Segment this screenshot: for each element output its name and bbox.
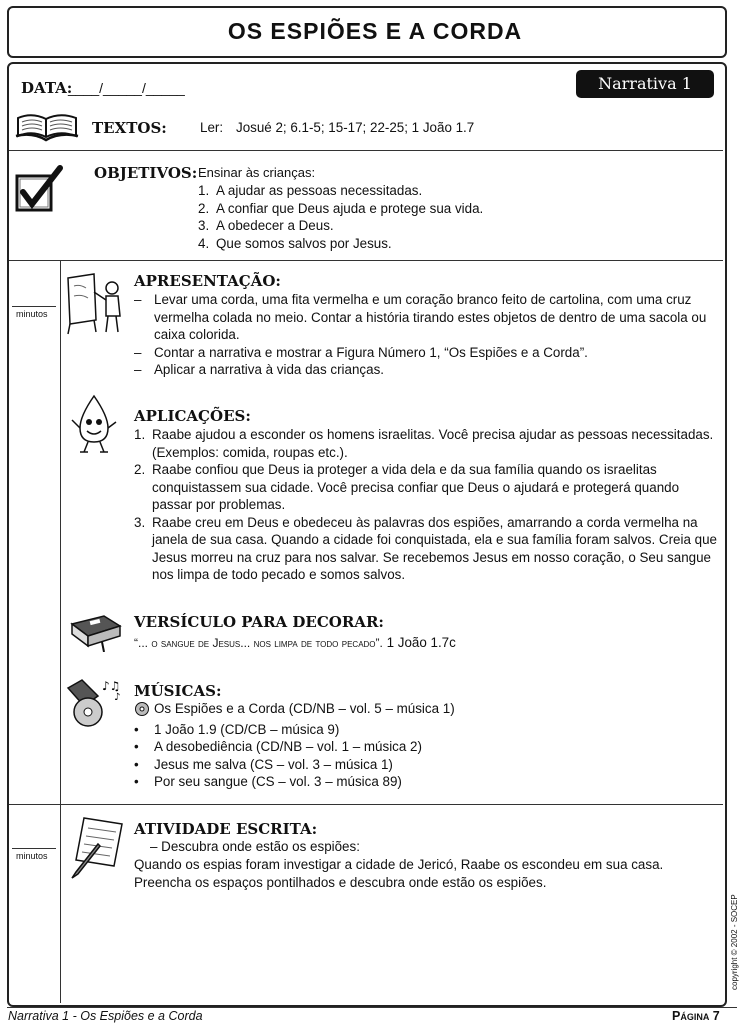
bible-icon [68, 612, 124, 657]
texts-label: TEXTOS: [92, 119, 167, 137]
written-line-3: Preencha os espaços pontilhados e descubra onde estão os espiões. [134, 875, 547, 890]
written-line-1: – Descubra onde estão os espiões: [150, 839, 360, 854]
objective-item: 3. A obedecer a Deus. [198, 218, 334, 233]
music-cd-icon [64, 676, 132, 735]
date-field[interactable]: ____/_____/_____ [68, 80, 185, 96]
bullet-icon: • [134, 774, 139, 789]
objectives-list [198, 182, 558, 252]
bullet-icon: • [134, 756, 139, 772]
presentation-list [134, 291, 718, 379]
verse-heading: VERSÍCULO PARA DECORAR: [134, 613, 384, 631]
margin-divider [60, 261, 61, 1003]
music-item: • A desobediência (CD/NB – vol. 1 – música 2) [134, 739, 422, 754]
teacher-board-icon [64, 270, 128, 341]
svg-text:♪: ♪ [114, 692, 121, 703]
objective-item: 4. Que somos salvos por Jesus. [198, 235, 392, 251]
footer-divider [7, 1007, 737, 1008]
page-title: OS ESPIÕES E A CORDA [227, 18, 523, 44]
footer-left: Narrativa 1 - Os Espiões e a Corda [8, 1009, 203, 1023]
narrative-badge: Narrativa 1 [576, 70, 714, 98]
objective-item: 2. A confiar que Deus ajuda e protege sua vida. [198, 200, 484, 216]
presentation-heading: APRESENTAÇÃO: [134, 272, 281, 290]
cd-icon [134, 700, 154, 721]
bullet-icon: • [134, 739, 139, 754]
objectives-label: OBJETIVOS: [94, 164, 198, 182]
verse-reference: 1 João 1.7c [386, 635, 456, 650]
verse-line [134, 634, 456, 653]
minutes-line [12, 306, 56, 307]
bullet-icon: • [134, 721, 139, 737]
texts-refs: Josué 2; 6.1-5; 15-17; 22-25; 1 João 1.7 [236, 120, 475, 135]
written-heading: ATIVIDADE ESCRITA: [134, 820, 318, 838]
book-icon [14, 110, 80, 147]
divider [9, 150, 723, 151]
svg-text:♪♫: ♪♫ [102, 679, 121, 693]
music-heading: MÚSICAS: [134, 682, 222, 700]
checkbox-icon [14, 164, 66, 221]
paper-pencil-icon [68, 814, 126, 885]
application-item: 1. Raabe ajudou a esconder os homens israelitas. Você precisa ajudar as pessoas necessitadas. (Exemplos: comida, roupas etc.). [134, 427, 714, 460]
divider [9, 260, 723, 261]
texts-read-label: Ler: [200, 120, 224, 135]
music-item: • Por seu sangue (CS – vol. 3 – música 89) [134, 774, 402, 789]
music-item: Os Espiões e a Corda (CD/NB – vol. 5 – música 1) [134, 700, 554, 721]
application-item: 3. Raabe creu em Deus e obedeceu às palavras dos espiões, amarrando a corda vermelha na janela de sua casa. Quando a cidade foi conquistada, ela e sua família foram salvos. Creia que Jesus morreu na cruz para nos salvar. Se recebemos Jesus em nosso coração, o Seu sangue nos limpa de todo pecado e somos salvos. [134, 514, 717, 582]
written-line-2: Quando os espias foram investigar a cidade de Jericó, Raabe os escondeu em sua casa. [134, 857, 664, 872]
minutes-label: minutos [16, 309, 48, 319]
page-number: Página 7 [672, 1009, 720, 1023]
minutes-line [12, 848, 56, 849]
music-item: • Jesus me salva (CS – vol. 3 – música 1) [134, 756, 393, 772]
verse-quote: “... o sangue de Jesus... nos limpa de todo pecado”. [134, 636, 383, 650]
music-item: • 1 João 1.9 (CD/CB – música 9) [134, 721, 340, 737]
copyright-text: copyright © 2002 - SOCEP [730, 894, 739, 990]
applications-list [134, 426, 718, 584]
objective-item: 1. A ajudar as pessoas necessitadas. [198, 183, 423, 198]
minutes-label: minutos [16, 851, 48, 861]
divider [9, 804, 723, 805]
objectives-intro: Ensinar às crianças: [198, 165, 316, 180]
presentation-item: – Levar uma corda, uma fita vermelha e um coração branco feito de cartolina, com uma cruz vermelha colada no meio. Contar a história tirando estes objetos de dentro de uma sacola ou caixa colorida. [134, 292, 707, 342]
applications-heading: APLICAÇÕES: [134, 407, 251, 425]
music-list [134, 700, 554, 791]
presentation-item: – Aplicar a narrativa à vida das crianças. [134, 362, 384, 377]
drop-character-icon [68, 394, 120, 461]
date-label: DATA: [21, 79, 73, 97]
presentation-item: – Contar a narrativa e mostrar a Figura Número 1, “Os Espiões e a Corda”. [134, 344, 588, 360]
application-item: 2. Raabe confiou que Deus ia proteger a vida dela e da sua família quando os israelitas conquistassem sua cidade. Você precisa confiar que Deus o ajudará e protegerá quando passar por problemas. [134, 462, 680, 512]
